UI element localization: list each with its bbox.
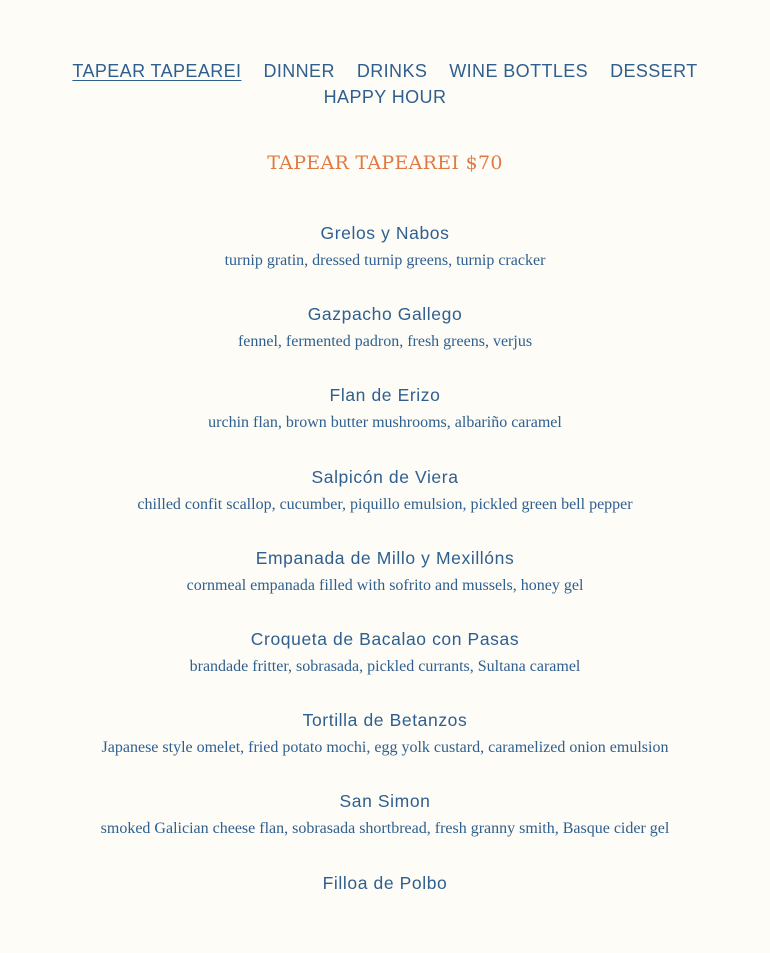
- menu-item-name: Tortilla de Betanzos: [302, 710, 468, 731]
- nav-row-secondary: [0, 84, 770, 110]
- menu-item-name: San Simon: [339, 791, 431, 812]
- menu-item-name: Gazpacho Gallego: [307, 304, 463, 325]
- menu-item-name: Salpicón de Viera: [311, 466, 459, 487]
- menu-item: [0, 303, 770, 384]
- menu-item-list: [0, 222, 770, 953]
- menu-item: [0, 222, 770, 303]
- menu-item-description: fennel, fermented padron, fresh greens, verjus: [237, 333, 533, 351]
- menu-item-description: Japanese style omelet, fried potato mochi, egg yolk custard, caramelized onion emulsion: [101, 739, 669, 757]
- section-title: TAPEAR TAPEAREI $70: [267, 152, 503, 174]
- menu-item-description: turnip gratin, dressed turnip greens, turnip cracker: [224, 252, 546, 269]
- menu-item-name: Croqueta de Bacalao con Pasas: [250, 628, 520, 649]
- menu-item: [0, 466, 770, 547]
- menu-item-description: cornmeal empanada filled with sofrito and mussels, honey gel: [186, 576, 584, 594]
- menu-item-name: Grelos y Nabos: [320, 223, 450, 243]
- menu-item: [0, 790, 770, 871]
- nav-link-dessert[interactable]: DESSERT: [610, 61, 698, 81]
- menu-item-description: chilled confit scallop, cucumber, piquillo emulsion, pickled green bell pepper: [137, 495, 633, 513]
- nav-link-tapear-tapearei[interactable]: TAPEAR TAPEAREI: [72, 61, 242, 81]
- menu-item: [0, 628, 770, 709]
- menu-item-name: Flan de Erizo: [329, 385, 441, 406]
- nav-link-wine-bottles[interactable]: WINE BOTTLES: [449, 61, 589, 81]
- menu-item: [0, 872, 770, 953]
- menu-item: [0, 384, 770, 465]
- menu-item-name: Filloa de Polbo: [322, 872, 448, 893]
- menu-item-description: smoked Galician cheese flan, sobrasada shortbread, fresh granny smith, Basque cider gel: [100, 820, 670, 838]
- nav-link-drinks[interactable]: DRINKS: [356, 61, 428, 81]
- menu-item-description: urchin flan, brown butter mushrooms, albariño caramel: [208, 414, 562, 432]
- menu-item-name: Empanada de Millo y Mexillóns: [255, 547, 515, 568]
- menu-category-nav: [0, 58, 770, 110]
- nav-link-happy-hour[interactable]: HAPPY HOUR: [323, 87, 447, 107]
- nav-row-primary: [0, 58, 770, 84]
- menu-item: [0, 547, 770, 628]
- menu-item-description: brandade fritter, sobrasada, pickled currants, Sultana caramel: [189, 657, 581, 675]
- nav-link-dinner[interactable]: DINNER: [263, 61, 335, 81]
- menu-item: [0, 709, 770, 790]
